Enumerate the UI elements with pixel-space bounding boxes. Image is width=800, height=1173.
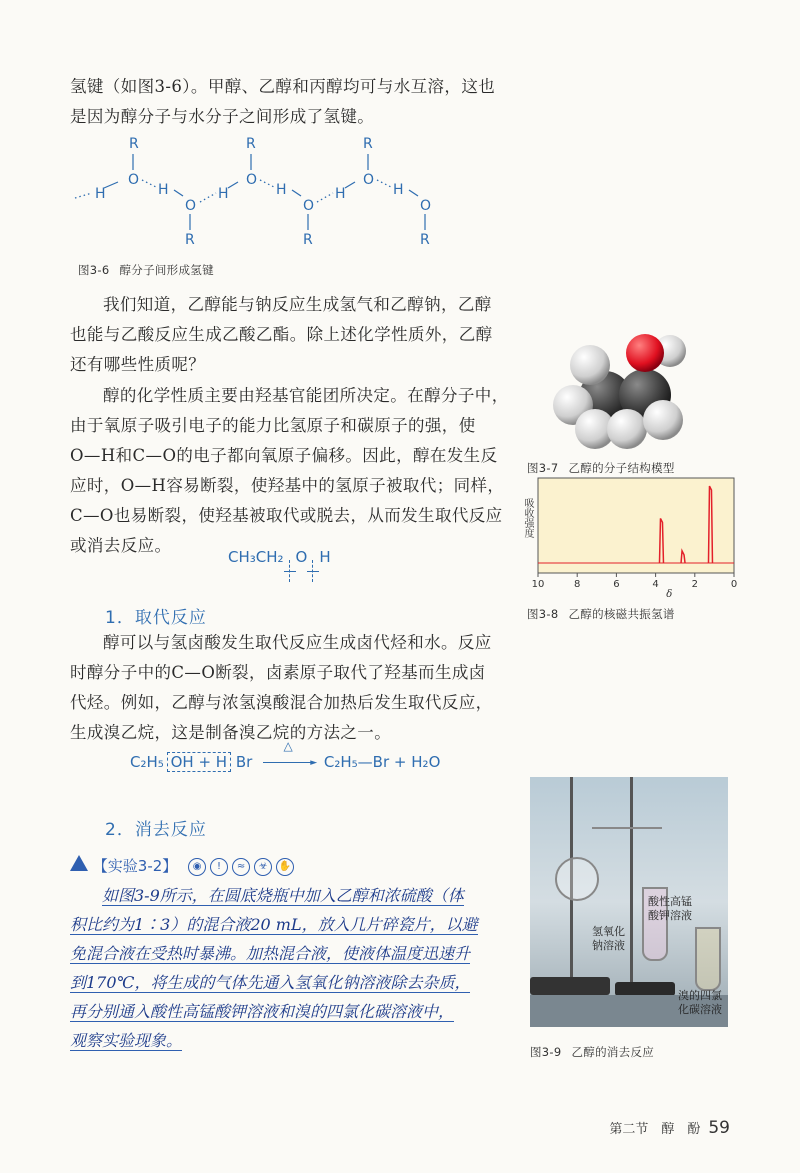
reactant-br: Br — [235, 753, 253, 771]
molecule-1 — [95, 136, 139, 202]
nmr-chart — [531, 478, 738, 600]
label-line: 酸钾溶液 — [648, 909, 692, 922]
text-line: 醇可以与氢卤酸发生取代反应生成卤代烃和水。反应 — [103, 633, 492, 652]
text-line: 我们知道，乙醇能与钠反应生成氢气和乙醇钠，乙醇 — [103, 295, 492, 314]
atom-o: O — [185, 198, 197, 214]
text-line: 也能与乙酸反应生成乙酸乙酯。除上述化学性质外，乙醇 — [70, 325, 493, 344]
heater-base — [530, 977, 610, 995]
figure-title: 乙醇的消去反应 — [571, 1045, 655, 1059]
molecule-3 — [218, 136, 257, 202]
cleaved-group-box — [167, 752, 232, 772]
atom-h: H — [95, 186, 106, 202]
text-line: 是因为醇分子与水分子之间形成了氢键。 — [70, 107, 375, 126]
product-water: H₂O — [411, 753, 441, 771]
figure-number: 图3-9 — [530, 1045, 562, 1059]
molecule-6 — [393, 182, 431, 248]
molecule-2 — [158, 182, 196, 248]
section-1-title: 1．取代反应 — [105, 608, 207, 628]
paragraph-2 — [70, 381, 510, 561]
nmr-spectrum-figure — [520, 478, 750, 598]
formula-mid: O — [295, 548, 308, 566]
page-footer — [609, 1118, 730, 1138]
ethanol-ball-model — [545, 325, 705, 455]
warning-icon: ! — [210, 858, 228, 876]
stand-rod — [630, 777, 633, 987]
atom-o: O — [246, 172, 258, 188]
section-2-title: 2．消去反应 — [105, 820, 207, 840]
x-tick-label: 0 — [730, 579, 738, 590]
x-axis-label: δ — [666, 589, 673, 600]
nmr-plot-area — [538, 478, 734, 573]
nmr-ylabel: 吸收强度 — [522, 498, 533, 538]
experiment-3-2 — [70, 852, 510, 1055]
text-line: 免混合液在受热时暴沸。加热混合液，使液体温度迅速升 — [70, 944, 471, 963]
text-line: 醇的化学性质主要由羟基官能团所决定。在醇分子中， — [103, 386, 509, 405]
formula-left: CH₃CH₂ — [228, 548, 284, 566]
molecule-4 — [276, 182, 314, 248]
text-line: 时醇分子中的C—O断裂，卤素原子取代了羟基而生成卤 — [70, 663, 486, 682]
safety-icons — [188, 858, 294, 876]
product-bromoethane: C₂H₅—Br — [323, 753, 390, 771]
hot-surface-icon: ≈ — [232, 858, 250, 876]
x-tick-label: 6 — [613, 579, 620, 590]
atom-o: O — [420, 198, 432, 214]
reactant-ethyl: C₂H₅ — [130, 753, 164, 771]
formula-right: H — [319, 548, 331, 566]
figure-number: 图3-7 — [527, 461, 559, 475]
paragraph-3 — [70, 628, 510, 748]
text-line: 生成溴乙烷，这是制备溴乙烷的方法之一。 — [70, 723, 392, 742]
atom-r: R — [420, 232, 430, 248]
figure-number: 图3-8 — [527, 607, 559, 621]
figure-title: 乙醇的核磁共振氢谱 — [568, 607, 675, 621]
text-line: 由于氧原子吸引电子的能力比氢原子和碳原子的强，使 — [70, 416, 476, 435]
x-tick-label: 8 — [574, 579, 581, 590]
atom-h: H — [335, 186, 346, 202]
atom-r: R — [363, 136, 373, 152]
reactant-oh: OH — [170, 753, 194, 771]
atom-r: R — [303, 232, 313, 248]
atom-h: H — [276, 182, 287, 198]
substitution-equation — [130, 739, 441, 772]
text-line: 代烃。例如，乙醇与浓氢溴酸混合加热后发生取代反应， — [70, 693, 493, 712]
hydrogen-atom — [570, 345, 610, 385]
plus-sign: + — [198, 753, 212, 771]
hydrogen-bond-diagram — [70, 130, 450, 255]
figure-3-9-caption — [530, 1044, 654, 1060]
arrow-line: ► — [263, 762, 313, 763]
figure-title: 醇分子间形成氢键 — [119, 263, 214, 277]
paragraph-1 — [70, 290, 510, 380]
text-line: 或消去反应。 — [70, 536, 172, 555]
label-line: 钠溶液 — [592, 939, 625, 952]
heat-condition: △ — [283, 739, 293, 753]
label-line: 溴的四氯 — [678, 989, 722, 1002]
footer-section: 第二节 醇 酚 — [609, 1122, 701, 1137]
tube — [592, 827, 662, 829]
atom-h: H — [218, 186, 229, 202]
atom-r: R — [246, 136, 256, 152]
hydrogen-atom — [607, 409, 647, 449]
text-line: 氢键（如图3-6）。甲醇、乙醇和丙醇均可与水互溶，这也 — [70, 77, 496, 96]
page-number: 59 — [708, 1118, 730, 1138]
atom-o: O — [128, 172, 140, 188]
label-br-ccl4 — [678, 989, 722, 1017]
atom-r: R — [185, 232, 195, 248]
experiment-icon — [70, 855, 88, 871]
apparatus-photo — [530, 777, 728, 1027]
text-line: 积比约为1∶3）的混合液20 mL，放入几片碎瓷片，以避 — [70, 915, 478, 934]
text-line: 到170℃，将生成的气体先通入氢氧化钠溶液除去杂质， — [70, 973, 471, 992]
reactant-h: H — [215, 753, 228, 771]
plus-sign: + — [393, 753, 407, 771]
figure-title: 乙醇的分子结构模型 — [568, 461, 675, 475]
oxygen-atom — [626, 334, 664, 372]
text-line: 观察实验现象。 — [70, 1031, 183, 1050]
heater-base — [615, 982, 675, 996]
intro-paragraph — [70, 72, 510, 132]
molecule-5 — [335, 136, 374, 202]
wash-hands-icon: ✋ — [276, 858, 294, 876]
x-tick-label: 2 — [691, 579, 698, 590]
ethanol-bond-formula — [228, 548, 331, 566]
test-tube — [695, 927, 721, 991]
atom-r: R — [129, 136, 139, 152]
text-line: 应时，O—H容易断裂，使羟基中的氢原子被取代；同样， — [70, 476, 505, 495]
atom-h: H — [158, 182, 169, 198]
experiment-body — [70, 881, 510, 1055]
figure-3-7-caption — [527, 460, 675, 476]
figure-3-6-caption — [78, 262, 214, 278]
label-line: 氢氧化 — [592, 925, 625, 938]
figure-number: 图3-6 — [78, 263, 110, 277]
experiment-header — [70, 852, 510, 881]
x-tick-label: 4 — [652, 579, 659, 590]
label-line: 酸性高锰 — [648, 895, 692, 908]
text-line: 还有哪些性质呢？ — [70, 355, 206, 374]
text-line: O—H和C—O的电子都向氧原子偏移。因此，醇在发生反 — [70, 446, 498, 465]
atom-o: O — [303, 198, 315, 214]
round-flask — [555, 857, 599, 901]
atom-h: H — [393, 182, 404, 198]
reaction-arrow — [261, 739, 318, 771]
text-line: 如图3-9所示，在圆底烧瓶中加入乙醇和浓硫酸（体 — [102, 886, 464, 905]
x-tick-label: 10 — [531, 579, 545, 590]
label-line: 化碳溶液 — [678, 1003, 722, 1016]
goggles-icon: ◉ — [188, 858, 206, 876]
text-line: 再分别通入酸性高锰酸钾溶液和溴的四氯化碳溶液中， — [70, 1002, 455, 1021]
label-naoh — [592, 925, 625, 953]
label-kmno4 — [648, 895, 692, 923]
experiment-label: 【实验3-2】 — [92, 857, 178, 875]
text-line: C—O也易断裂，使羟基被取代或脱去，从而发生取代反应 — [70, 506, 503, 525]
corrosive-icon: ☣ — [254, 858, 272, 876]
hydrogen-atom — [643, 400, 683, 440]
figure-3-8-caption — [527, 606, 675, 622]
atom-o: O — [363, 172, 375, 188]
